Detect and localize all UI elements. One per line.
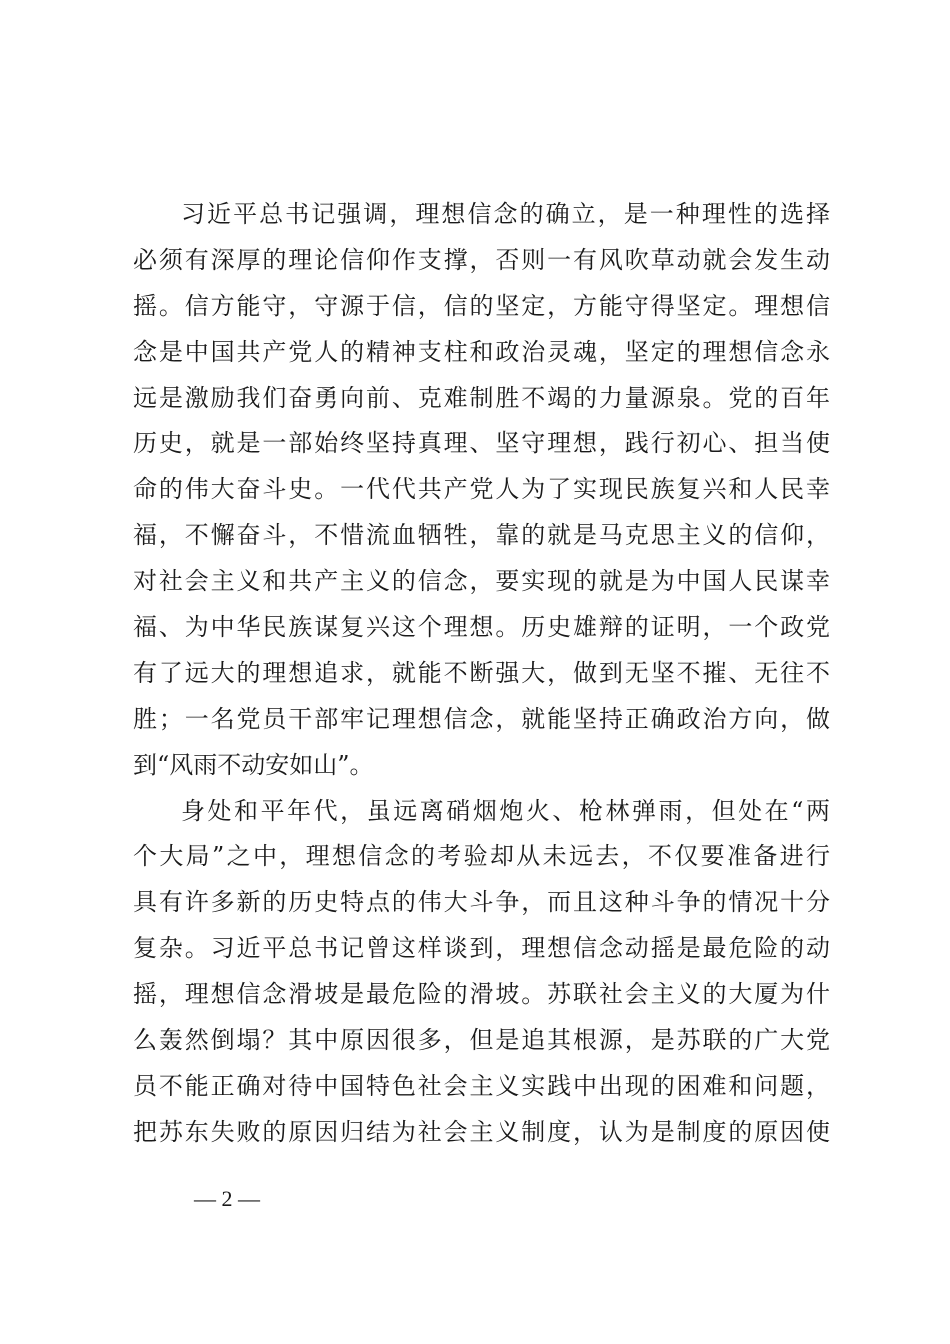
paragraph-line: 命的伟大奋斗史。一代代共产党人为了实现民族复兴和人民幸	[133, 475, 830, 504]
paragraph-line: 身处和平年代，虽远离硝烟炮火、枪林弹雨，但处在“两	[181, 796, 830, 825]
paragraph-line: 摇。信方能守，守源于信，信的坚定，方能守得坚定。理想信	[133, 291, 830, 320]
paragraph-line: 念是中国共产党人的精神支柱和政治灵魂，坚定的理想信念永	[133, 337, 830, 366]
paragraph-line: 习近平总书记强调，理想信念的确立，是一种理性的选择	[181, 200, 830, 228]
paragraph-line: 摇，理想信念滑坡是最危险的滑坡。苏联社会主义的大厦为什	[133, 980, 830, 1009]
paragraph-line: 员不能正确对待中国特色社会主义实践中出现的困难和问题，	[133, 1071, 830, 1100]
paragraph-line: 必须有深厚的理论信仰作支撑，否则一有风吹草动就会发生动	[133, 245, 830, 274]
paragraph-line: 有了远大的理想追求，就能不断强大，做到无坚不摧、无往不	[133, 658, 830, 687]
paragraph-1	[133, 192, 830, 789]
paragraph-line: 远是激励我们奋勇向前、克难制胜不竭的力量源泉。党的百年	[133, 383, 830, 412]
paragraph-line: 把苏东失败的原因归结为社会主义制度，认为是制度的原因使	[133, 1117, 830, 1146]
paragraph-line: 个大局”之中，理想信念的考验却从未远去，不仅要准备进行	[133, 842, 830, 871]
paragraph-line: 胜；一名党员干部牢记理想信念，就能坚持正确政治方向，做	[133, 704, 830, 733]
paragraph-line: 么轰然倒塌？其中原因很多，但是追其根源，是苏联的广大党	[133, 1026, 830, 1055]
paragraph-line: 历史，就是一部始终坚持真理、坚守理想，践行初心、担当使	[133, 429, 830, 458]
paragraph-line: 对社会主义和共产主义的信念，要实现的就是为中国人民谋幸	[133, 567, 830, 596]
paragraph-2	[133, 789, 830, 1156]
paragraph-line: 到“风雨不动安如山”。	[133, 750, 374, 779]
paragraph-line: 复杂。习近平总书记曾这样谈到，理想信念动摇是最危险的动	[133, 934, 830, 963]
page-number: — 2 —	[194, 1186, 260, 1211]
paragraph-line: 具有许多新的历史特点的伟大斗争，而且这种斗争的情况十分	[133, 888, 830, 917]
paragraph-line: 福，不懈奋斗，不惜流血牺牲，靠的就是马克思主义的信仰，	[133, 521, 830, 550]
paragraph-line: 福、为中华民族谋复兴这个理想。历史雄辩的证明，一个政党	[133, 613, 830, 642]
body-text	[133, 192, 830, 1156]
